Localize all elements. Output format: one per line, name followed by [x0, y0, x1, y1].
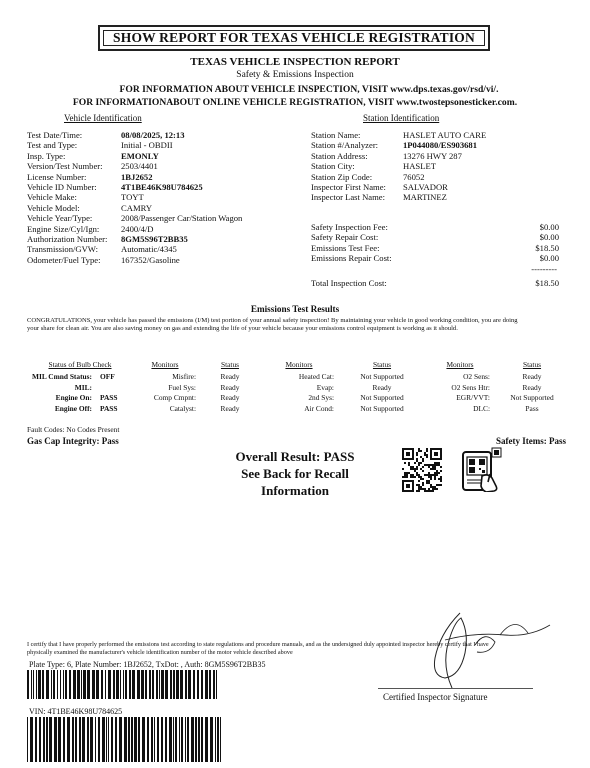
vehicle-value: 2400/4/D: [121, 223, 154, 234]
fees-row: [311, 243, 559, 253]
report-subtitle: Safety & Emissions Inspection: [236, 70, 354, 80]
fees-row: [311, 222, 559, 232]
vehicle-label: Vehicle Model:: [27, 202, 80, 213]
status-table-header: [30, 360, 570, 372]
fees-value: $18.50: [535, 242, 559, 253]
monitor-name: Evap:: [316, 382, 334, 392]
fees-row: [311, 232, 559, 242]
emissions-status-table: [30, 360, 570, 414]
station-value: 76052: [403, 171, 425, 182]
signature-label: Certified Inspector Signature: [383, 692, 488, 702]
station-identification-heading: Station Identification: [363, 113, 440, 123]
fees-value: $0.00: [539, 232, 559, 243]
info-line-registration: FOR INFORMATIONABOUT ONLINE VEHICLE REGISTRATION, VISIT www.twostepsonesticker.com.: [72, 97, 518, 108]
monitor-status: Ready: [372, 382, 392, 392]
fees-row: [311, 253, 559, 263]
status-table-header-cell: Status: [522, 360, 542, 369]
overall-result: [215, 448, 375, 499]
monitor-status: Not Supported: [360, 372, 404, 381]
monitor-name: Catalyst:: [169, 403, 196, 413]
monitor-name: Air Cond:: [304, 403, 334, 413]
monitor-name: O2 Sens Htr:: [451, 382, 490, 392]
monitor-status: Ready: [220, 393, 240, 402]
total-cost-row: [311, 278, 559, 288]
fault-codes: Fault Codes: No Codes Present: [27, 425, 120, 434]
status-table-header-cell: Status: [372, 360, 392, 369]
station-label: Inspector Last Name:: [311, 192, 385, 203]
bulb-check-cell: [30, 372, 130, 383]
monitor-name: O2 Sens:: [463, 372, 490, 381]
station-value: MARTINEZ: [403, 192, 447, 203]
station-value: 1P044080/ES903681: [403, 140, 478, 151]
banner-title: SHOW REPORT FOR TEXAS VEHICLE REGISTRATION: [103, 30, 485, 46]
monitor-status: Ready: [522, 372, 542, 381]
vehicle-value: 08/08/2025, 12:13: [121, 130, 185, 140]
vehicle-row: [27, 244, 297, 254]
status-table-header-cell: Monitors: [446, 360, 474, 369]
station-label: Station Zip Code:: [311, 171, 373, 182]
vehicle-row: [27, 203, 297, 213]
status-table-row: [30, 372, 570, 383]
bulb-check-value: OFF: [100, 372, 115, 381]
fees-value: $0.00: [539, 253, 559, 264]
status-table-header-cell: Monitors: [285, 360, 313, 369]
vehicle-row: [27, 224, 297, 234]
vehicle-label: Test Date/Time:: [27, 130, 83, 140]
emissions-note-line-1: CONGRATULATIONS, your vehicle has passed the emissions (I/M) test portion of your annual safety inspection! By maintaining your vehicle in good working condition, you are doing: [27, 317, 518, 324]
monitor-name: EGR/VVT:: [456, 393, 490, 402]
vehicle-row: [27, 192, 297, 202]
vehicle-label: Version/Test Number:: [27, 161, 103, 172]
station-label: Station Address:: [311, 150, 368, 161]
monitor-status: Not Supported: [360, 393, 404, 402]
bulb-check-cell: [30, 383, 130, 394]
overall-result-line: Overall Result: PASS: [235, 449, 355, 464]
station-identification-list: [311, 130, 571, 203]
vehicle-value: TOYT: [121, 192, 144, 203]
vehicle-label: Engine Size/Cyl/Ign:: [27, 223, 100, 234]
station-row: [311, 182, 571, 192]
monitor-name: Fuel Sys:: [168, 382, 196, 392]
vehicle-identification-heading: Vehicle Identification: [64, 113, 142, 123]
phone-scan-icon: [458, 446, 504, 492]
qr-code-icon[interactable]: [402, 448, 442, 492]
recall-line: See Back for Recall: [241, 466, 349, 481]
station-label: Inspector First Name:: [311, 182, 386, 193]
monitor-status: Ready: [220, 403, 240, 413]
report-title: TEXAS VEHICLE INSPECTION REPORT: [190, 56, 400, 68]
fee-rule: ---------: [531, 263, 557, 274]
status-table-row: [30, 404, 570, 415]
bulb-check-value: PASS: [100, 403, 118, 413]
emissions-results-heading: Emissions Test Results: [250, 304, 340, 314]
monitor-name: 2nd Sys:: [308, 393, 334, 402]
status-table-header-cell: Status: [220, 360, 240, 369]
bulb-check-cell: [30, 393, 130, 404]
certification-line-2: physically examined the manufacturer's vehicle identification number of the motor vehicle described above: [27, 649, 293, 656]
vehicle-label: Insp. Type:: [27, 150, 66, 161]
monitor-status: Pass: [525, 403, 539, 413]
fees-label: Safety Repair Cost:: [311, 232, 379, 243]
monitor-status: Ready: [220, 382, 240, 392]
vehicle-label: Vehicle Make:: [27, 192, 77, 203]
vehicle-row: [27, 130, 297, 140]
station-value: HASLET AUTO CARE: [403, 130, 487, 140]
recall-info-line: Information: [261, 483, 329, 498]
signature-line: [378, 688, 533, 689]
vehicle-row: [27, 140, 297, 150]
vehicle-value: Automatic/4345: [121, 244, 177, 255]
info-line-inspection: FOR INFORMATION ABOUT VEHICLE INSPECTION, VISIT www.dps.texas.gov/rsd/vi/.: [119, 84, 499, 95]
vehicle-row: [27, 213, 297, 223]
vehicle-value: CAMRY: [121, 202, 153, 213]
vehicle-label: Transmission/GVW:: [27, 244, 98, 255]
vehicle-value: 1BJ2652: [121, 171, 153, 182]
station-value: HASLET: [403, 161, 436, 172]
station-row: [311, 130, 571, 140]
monitor-status: Ready: [220, 372, 240, 381]
gas-cap-integrity: Gas Cap Integrity: Pass: [27, 436, 119, 446]
fees-label: Safety Inspection Fee:: [311, 222, 388, 232]
status-table-row: [30, 393, 570, 404]
monitor-name: Heated Cat:: [298, 372, 334, 381]
fees-label: Emissions Test Fee:: [311, 242, 380, 253]
bulb-check-value: PASS: [100, 393, 118, 402]
fees-value: $0.00: [539, 222, 559, 232]
vehicle-row: [27, 234, 297, 244]
monitor-name: Misfire:: [172, 372, 196, 381]
station-row: [311, 140, 571, 150]
vehicle-row: [27, 182, 297, 192]
status-table-row: [30, 383, 570, 394]
vehicle-label: Odometer/Fuel Type:: [27, 254, 101, 265]
vehicle-label: Test and Type:: [27, 140, 78, 151]
vehicle-value: 2503/4401: [121, 161, 158, 172]
vehicle-label: License Number:: [27, 171, 87, 182]
vehicle-value: 2008/Passenger Car/Station Wagon: [121, 213, 243, 224]
vehicle-row: [27, 255, 297, 265]
vehicle-row: [27, 161, 297, 171]
fees-label: Emissions Repair Cost:: [311, 253, 392, 264]
vehicle-value: 4T1BE46K98U784625: [121, 182, 203, 193]
vehicle-value: EMONLY: [121, 150, 159, 161]
vehicle-value: Initial - OBDII: [121, 140, 173, 151]
fees-list: [311, 222, 559, 288]
station-value: 13276 HWY 287: [403, 150, 462, 161]
bulb-check-cell: [30, 404, 130, 415]
station-row: [311, 172, 571, 182]
monitor-status: Not Supported: [510, 393, 554, 402]
certification-line-1: I certify that I have properly performed the emissions test according to state regulations and procedure manuals, and as the undersigned duly appointed inspector hereby certify that I have: [27, 641, 489, 648]
station-row: [311, 161, 571, 171]
vehicle-identification-list: [27, 130, 297, 265]
monitor-status: Not Supported: [360, 403, 404, 413]
inspector-signature: [405, 605, 560, 705]
vehicle-label: Vehicle Year/Type:: [27, 213, 93, 224]
barcode-vin: [27, 717, 223, 762]
bulb-check-label: MIL:: [74, 382, 92, 392]
total-cost-label: Total Inspection Cost:: [311, 277, 387, 288]
station-value: SALVADOR: [403, 182, 448, 193]
monitor-status: Ready: [522, 382, 542, 392]
report-banner: [98, 25, 490, 51]
total-cost-value: $18.50: [535, 277, 559, 288]
station-label: Station #/Analyzer:: [311, 140, 379, 151]
vehicle-value: 167352/Gasoline: [121, 254, 180, 265]
bulb-check-label: Engine On:: [55, 393, 92, 402]
safety-items-result: Safety Items: Pass: [496, 436, 566, 446]
vehicle-label: Authorization Number:: [27, 234, 108, 245]
station-row: [311, 151, 571, 161]
vehicle-row: [27, 151, 297, 161]
vehicle-value: 8GM5S96T2BB35: [121, 234, 188, 245]
status-table-header-cell: Status of Bulb Check: [48, 360, 112, 369]
vehicle-row: [27, 172, 297, 182]
bulb-check-label: MIL Cmnd Status:: [32, 372, 92, 381]
bulb-check-label: Engine Off:: [54, 403, 92, 413]
station-label: Station Name:: [311, 130, 361, 140]
emissions-note-line-2: your share for clean air. You are also saving money on gas and extending the life of your vehicle because your emissions control equipment is working as it should.: [27, 325, 458, 332]
station-label: Station City:: [311, 161, 355, 172]
vin-line: VIN: 4T1BE46K98U784625: [29, 707, 123, 716]
vehicle-label: Vehicle ID Number:: [27, 182, 97, 193]
monitor-name: Comp Cmpnt:: [153, 393, 196, 402]
station-row: [311, 192, 571, 202]
monitor-name: DLC:: [473, 403, 490, 413]
status-table-header-cell: Monitors: [151, 360, 179, 369]
barcode-authorization: [27, 670, 217, 699]
plate-info: Plate Type: 6, Plate Number: 1BJ2652, TxDot: , Auth: 8GM5S96T2BB35: [29, 660, 266, 669]
